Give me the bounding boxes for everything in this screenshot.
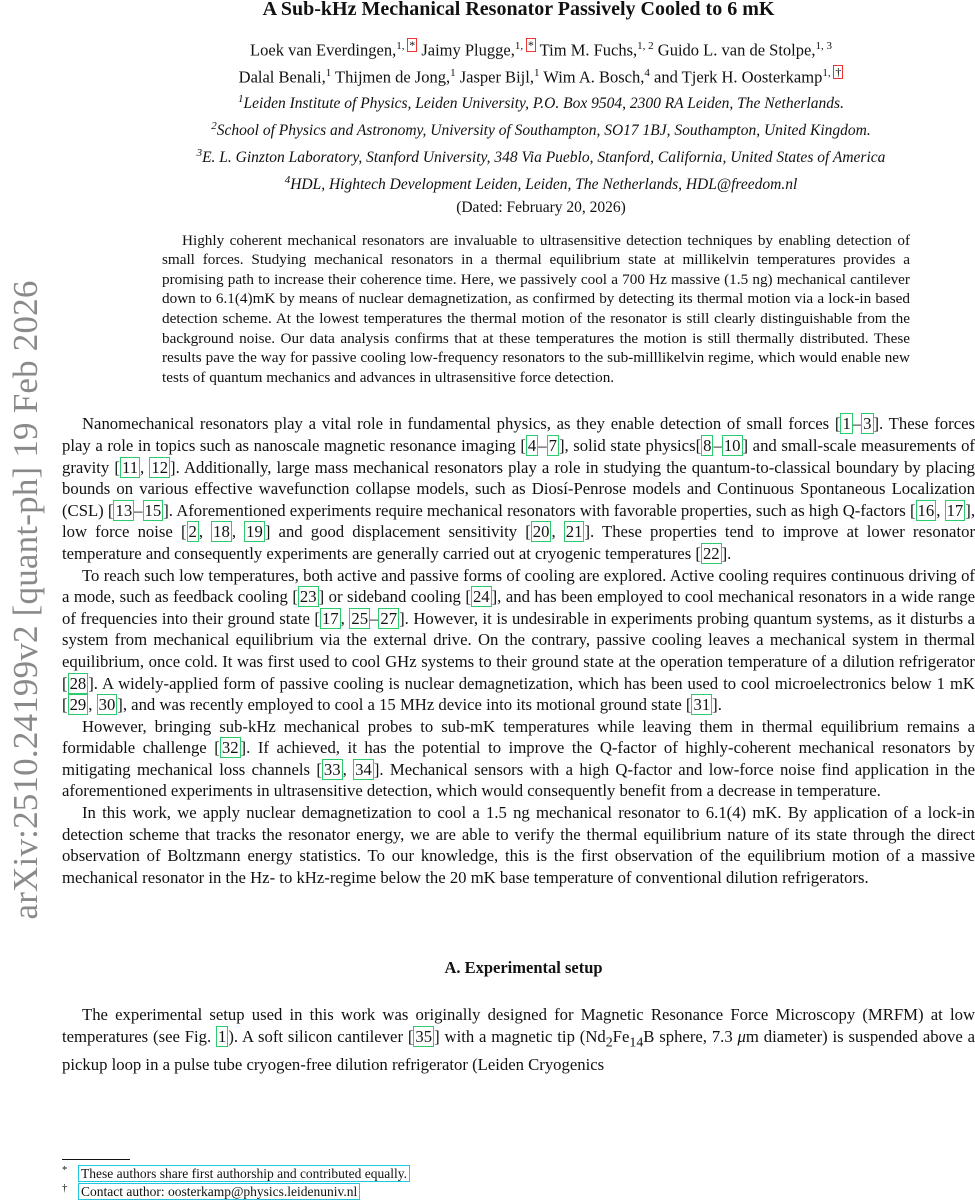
- citation-link[interactable]: 28: [69, 673, 87, 693]
- body-paragraph: Nanomechanical resonators play a vital role in fundamental physics, as they enable detection of small forces [ 1 – 3 ]. These forces play a role in topics such as nanoscale magnetic resonance imaging [ 4 – 7 ], solid state physics[ 8 – 10 ] and small-scale measurements of gravity [ 11 , 12 ]. Additionally, large mass mechanical resonators play a role in studying the quantum-to-classical boundary by placing bounds on various effective wavefunction collapse models, such as Diosí-Penrose models and Continuous Spontaneous Localization (CSL) [ 13 – 15 ]. Aforementioned experiments require mechanical resonators with favorable properties, such as high Q-factors [ 16 , 17 ], low force noise [ 2 , 18 , 19 ] and good displacement sensitivity [ 20 , 21 ]. These properties tend to improve at lower resonator temperature and consequently experiments are generally carried out at cryogenic temperatures [ 22 ].: [62, 414, 975, 563]
- author-affiliation-sup: 1,: [514, 40, 526, 52]
- footnotes: [62, 1166, 410, 1202]
- citation-link[interactable]: 13: [115, 500, 133, 520]
- author-affiliation-sup: 4: [644, 66, 650, 79]
- footnote-link[interactable]: *: [409, 38, 416, 52]
- footnote-text[interactable]: These authors share first authorship and contributed equally.: [78, 1165, 410, 1182]
- author-affiliation-sup: 1: [450, 66, 456, 79]
- author-affiliation-sup: 1: [325, 66, 332, 79]
- author-name: Jaimy Plugge,: [421, 40, 515, 60]
- citation-link[interactable]: 32: [221, 738, 239, 758]
- author-line-2: [107, 62, 975, 89]
- citation-link[interactable]: 21: [565, 522, 583, 542]
- subscript: 14: [629, 1035, 644, 1051]
- affiliation-sup: 3: [196, 147, 203, 160]
- affiliation-text: Leiden Institute of Physics, Leiden University, P.O. Box 9504, 2300 RA Leiden, The Netherlands.: [243, 95, 844, 113]
- footnote: [62, 1184, 410, 1202]
- footnote-mark: *: [62, 1165, 68, 1176]
- citation-link[interactable]: 29: [69, 695, 87, 715]
- citation-link[interactable]: 30: [98, 695, 116, 715]
- citation-link[interactable]: 1: [218, 1027, 227, 1047]
- citation-link[interactable]: 15: [144, 500, 162, 520]
- paper-content: [62, 0, 975, 1076]
- citation-link[interactable]: 23: [299, 587, 317, 607]
- citation-link[interactable]: 24: [472, 587, 490, 607]
- footnote-mark: †: [62, 1183, 68, 1194]
- citation-link[interactable]: 20: [532, 522, 550, 542]
- body-paragraph: To reach such low temperatures, both active and passive forms of cooling are explored. Active cooling requires continuous driving of a mode, such as feedback cooling [ 23 ] or sideband cooling [ 24 ], and has been employed to cool mechanical resonators in a wide range of frequencies into their ground state [ 17 , 25 – 27 ]. However, it is undesirable in experiments probing quantum systems, as it disturbs a system from mechanical equilibrium via the external drive. On the contrary, passive cooling leaves a mechanical system in thermal equilibrium, once cold. It was first used to cool GHz systems to their ground state at the operation temperature of a dilution refrigerator [ 28 ]. A widely-applied form of passive cooling is nuclear demagnetization, which has been used to cool microelectronics below 1 mK [ 29 , 30 ], and was recently employed to cool a 15 MHz device into its motional ground state [ 31 ].: [62, 565, 975, 715]
- author-name: and Tjerk H. Oosterkamp: [654, 67, 823, 86]
- affiliation: [62, 169, 975, 196]
- author-list: [62, 35, 975, 88]
- arxiv-identifier[interactable]: arXiv:2510.24199v2 [quant-ph] 19 Feb 2026: [6, 280, 45, 920]
- body-paragraph: However, bringing sub-kHz mechanical probes to sub-mK temperatures while leaving them in thermal equilibrium remains a formidable challenge [ 32 ]. If achieved, it has the potential to improve the Q-factor of highly-coherent mechanical resonators by mitigating mechanical loss channels [ 33 , 34 ]. Mechanical sensors with a high Q-factor and low-force noise find application in the aforementioned experiments in ultrasensitive detection, which would consequently benefit from a decrease in temperature.: [62, 716, 975, 801]
- citation-link[interactable]: 8: [703, 435, 712, 455]
- citation-link[interactable]: 34: [355, 759, 372, 779]
- footnote-text[interactable]: Contact author: oosterkamp@physics.leidenuniv.nl: [78, 1183, 360, 1200]
- affiliation: [62, 115, 975, 142]
- citation-link[interactable]: 22: [702, 543, 720, 563]
- arxiv-sidebar: [0, 0, 54, 1200]
- citation-link[interactable]: 17: [321, 608, 339, 628]
- author-name: Wim A. Bosch,: [543, 67, 645, 86]
- citation-link[interactable]: 17: [946, 500, 964, 520]
- affiliation-text: E. L. Ginzton Laboratory, Stanford University, 348 Via Pueblo, Stanford, California, United States of America: [202, 149, 886, 167]
- abstract: [162, 231, 910, 388]
- author-affiliation-sup: 1,: [396, 40, 408, 52]
- author-line-1: [107, 35, 975, 62]
- dated-line: (Dated: February 20, 2026): [456, 198, 626, 216]
- affiliation: [62, 142, 975, 169]
- citation-link[interactable]: 4: [527, 435, 537, 455]
- citation-link[interactable]: 35: [415, 1027, 433, 1047]
- citation-link[interactable]: 18: [213, 522, 230, 542]
- citation-link[interactable]: 19: [246, 522, 263, 542]
- setup-section: [62, 1004, 975, 1075]
- affiliation-sup: 4: [284, 174, 291, 187]
- footnote-link[interactable]: †: [835, 64, 842, 79]
- author-name: Guido L. van de Stolpe,: [657, 40, 816, 60]
- affiliation-text: School of Physics and Astronomy, University of Southampton, SO17 1BJ, Southampton, United Kingdom.: [216, 122, 871, 140]
- citation-link[interactable]: 7: [548, 435, 557, 455]
- citation-link[interactable]: 10: [723, 435, 741, 455]
- subscript: 2: [605, 1035, 613, 1051]
- paper-title: A Sub-kHz Mechanical Resonator Passively Cooled to 6 mK: [262, 0, 775, 20]
- citation-link[interactable]: 11: [121, 457, 139, 477]
- citation-link[interactable]: 1: [842, 414, 851, 434]
- author-name: Loek van Everdingen,: [250, 40, 397, 60]
- author-name: Tim M. Fuchs,: [539, 40, 638, 60]
- citation-link[interactable]: 16: [917, 500, 935, 520]
- author-affiliation-sup: 1: [533, 66, 540, 79]
- setup-paragraph: The experimental setup used in this work was originally designed for Magnetic Resonance Force Microscopy (MRFM) at low temperatures (see Fig. 1 ). A soft silicon cantilever [ 35 ] with a magnetic tip ($Nd_2Fe_{14}B$ sphere, 7.3 μm diameter) is suspended above a pickup loop in a pulse tube cryogen-free dilution refrigerator (Leiden Cryogenics: [62, 1005, 975, 1074]
- citation-link[interactable]: 3: [863, 414, 872, 434]
- citation-link[interactable]: 27: [380, 608, 398, 628]
- body-paragraph: In this work, we apply nuclear demagnetization to cool a 1.5 ng mechanical resonator to 6.1(4) mK. By application of a lock-in detection scheme that tracks the resonator energy, we are able to verify the thermal equilibrium nature of its state through the direct observation of Boltzmann energy statistics. To our knowledge, this is the first observation of the equilibrium motion of a massive mechanical resonator in the Hz- to kHz-regime below the 20 mK base temperature of conventional dilution refrigerators.: [62, 803, 975, 887]
- math-symbol: μ: [737, 1027, 746, 1047]
- author-affiliation-sup: 1, 2: [637, 40, 654, 52]
- author-affiliation-sup: 1,: [822, 66, 834, 79]
- affiliation-text: HDL, Hightech Development Leiden, Leiden, The Netherlands, HDL@freedom.nl: [290, 176, 798, 194]
- citation-link[interactable]: 33: [323, 759, 341, 779]
- citation-link[interactable]: 25: [351, 608, 369, 628]
- affiliation: [62, 88, 975, 115]
- abstract-text: Highly coherent mechanical resonators are invaluable to ultrasensitive detection techniques by enabling detection of small forces. Studying mechanical resonators in a thermal equilibrium state at millikelvin temperatures provides a promising path to increase their coherence time. Here, we passively cool a 700 Hz massive (1.5 ng) mechanical cantilever down to 6.1(4)mK by means of nuclear demagnetization, as confirmed by detecting its thermal motion via a lock-in based detection scheme. At the lowest temperatures the thermal motion of the resonator is still clearly distinguishable from the background noise. Our data analysis confirms that at these temperatures the motion is still thermally distributed. These results pave the way for passive cooling low-frequency resonators to the sub-milllikelvin regime, which would enable new tests of quantum mechanics and advances in ultrasensitive force detection.: [162, 231, 910, 386]
- affiliation-sup: 2: [211, 120, 217, 133]
- footnote-rule: [62, 1159, 130, 1160]
- affiliation-sup: 1: [238, 93, 244, 105]
- footnote-link[interactable]: *: [527, 38, 534, 52]
- author-name: Dalal Benali,: [238, 67, 326, 86]
- author-name: Thijmen de Jong,: [335, 67, 451, 86]
- body-text: [62, 413, 975, 888]
- author-affiliation-sup: 1, 3: [815, 40, 832, 52]
- author-name: Jasper Bijl,: [459, 67, 534, 86]
- section-title: A. Experimental setup: [444, 958, 603, 978]
- footnote: [62, 1166, 410, 1184]
- citation-link[interactable]: 12: [151, 457, 169, 477]
- citation-link[interactable]: 2: [188, 522, 197, 542]
- affiliation-list: [62, 88, 975, 197]
- citation-link[interactable]: 31: [693, 695, 711, 715]
